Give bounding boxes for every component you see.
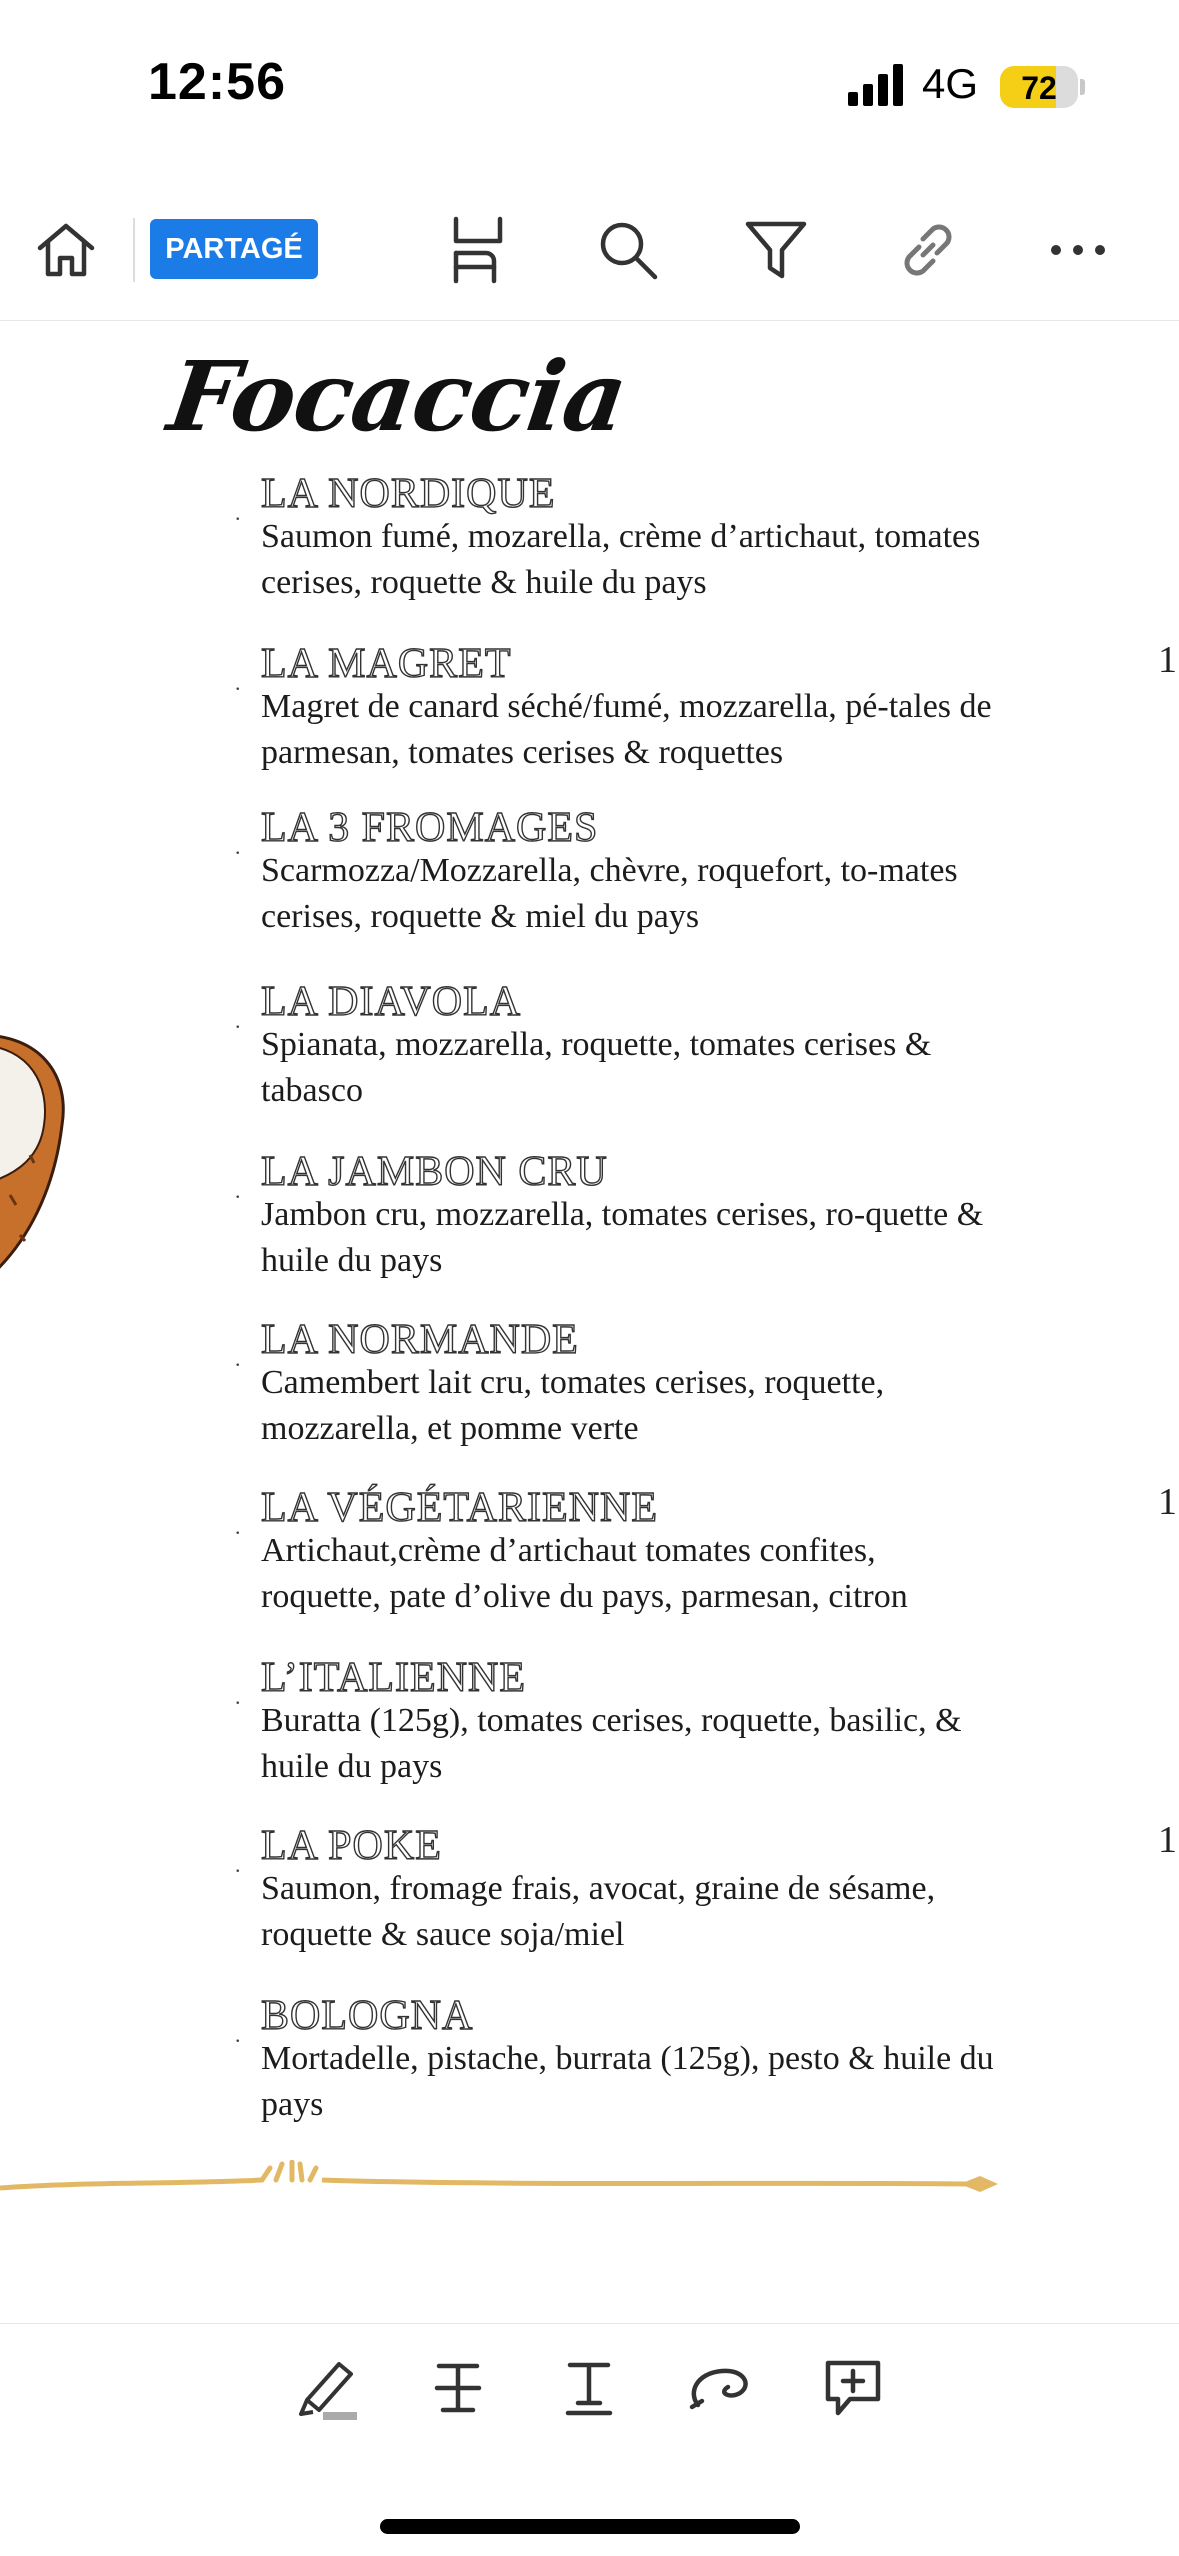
network-type: 4G (922, 60, 979, 107)
search-icon[interactable] (592, 214, 664, 286)
bottom-toolbar-divider (0, 2323, 1179, 2324)
bullet-mark: . (235, 1178, 241, 1203)
menu-item-description: Spianata, mozzarella, roquette, tomates cerises & tabasco (261, 1026, 932, 1109)
menu-item-name: BOLOGNA (261, 1993, 474, 2039)
menu-item-description: Jambon cru, mozzarella, tomates cerises, ro-quette & huile du pays (261, 1196, 984, 1279)
menu-item-name: L’ITALIENNE (261, 1655, 527, 1701)
menu-item-name: LA DIAVOLA (261, 979, 522, 1025)
chair-icon[interactable] (442, 214, 514, 286)
add-comment-icon[interactable] (817, 2352, 889, 2424)
menu-item-name: LA NORDIQUE (261, 471, 556, 517)
cellular-signal-icon (848, 64, 906, 106)
menu-item-description: Camembert lait cru, tomates cerises, roquette, mozzarella, et pomme verte (261, 1364, 885, 1447)
bullet-mark: . (235, 1514, 241, 1539)
bullet-mark: . (235, 1008, 241, 1033)
filter-icon[interactable] (740, 214, 812, 286)
ornamental-divider (0, 2160, 1000, 2200)
bullet-mark: . (235, 2022, 241, 2047)
menu-item-description: Buratta (125g), tomates cerises, roquette, basilic, & huile du pays (261, 1702, 962, 1785)
bullet-mark: . (235, 834, 241, 859)
highlighter-icon[interactable] (290, 2352, 362, 2424)
menu-item-name: LA NORMANDE (261, 1317, 579, 1363)
bowl-illustration (0, 1035, 70, 1285)
bullet-mark: . (235, 1684, 241, 1709)
home-icon[interactable] (30, 214, 102, 286)
more-icon[interactable] (1042, 214, 1114, 286)
bullet-mark: . (235, 670, 241, 695)
home-indicator[interactable] (380, 2519, 800, 2534)
shared-badge[interactable]: PARTAGÉ (150, 219, 318, 279)
page-title: Focaccia (162, 340, 634, 453)
bullet-mark: . (235, 1346, 241, 1371)
menu-item-description: Artichaut,crème d’artichaut tomates confites, roquette, pate d’olive du pays, parmesan, citron (261, 1532, 908, 1615)
price-fragment: 1 (1158, 1481, 1177, 1523)
battery-nub (1080, 79, 1085, 95)
battery-level: 72 (1021, 70, 1057, 106)
freehand-draw-icon[interactable] (685, 2352, 757, 2424)
menu-item-name: LA MAGRET (261, 641, 512, 687)
battery-icon (1000, 66, 1078, 108)
menu-item-description: Magret de canard séché/fumé, mozzarella, pé-tales de parmesan, tomates cerises & roquettes (261, 688, 992, 771)
menu-item-name: LA 3 FROMAGES (261, 805, 599, 851)
menu-item-description: Saumon, fromage frais, avocat, graine de sésame, roquette & sauce soja/miel (261, 1870, 936, 1953)
bullet-mark: . (235, 1852, 241, 1877)
status-time: 12:56 (148, 53, 286, 111)
text-underline-icon[interactable] (553, 2352, 625, 2424)
menu-item-description: Scarmozza/Mozzarella, chèvre, roquefort, to-mates cerises, roquette & miel du pays (261, 852, 958, 935)
menu-item-description: Mortadelle, pistache, burrata (125g), pesto & huile du pays (261, 2040, 994, 2123)
price-fragment: 1 (1158, 1819, 1177, 1861)
price-fragment: 1 (1158, 639, 1177, 681)
menu-item-description: Saumon fumé, mozarella, crème d’artichaut, tomates cerises, roquette & huile du pays (261, 518, 981, 601)
bullet-mark: . (235, 500, 241, 525)
menu-item-name: LA POKE (261, 1823, 442, 1869)
menu-item-name: LA VÉGÉTARIENNE (261, 1485, 658, 1531)
strikethrough-icon[interactable] (422, 2352, 494, 2424)
menu-item-name: LA JAMBON CRU (261, 1149, 608, 1195)
link-icon[interactable] (892, 214, 964, 286)
toolbar-separator (133, 218, 135, 282)
